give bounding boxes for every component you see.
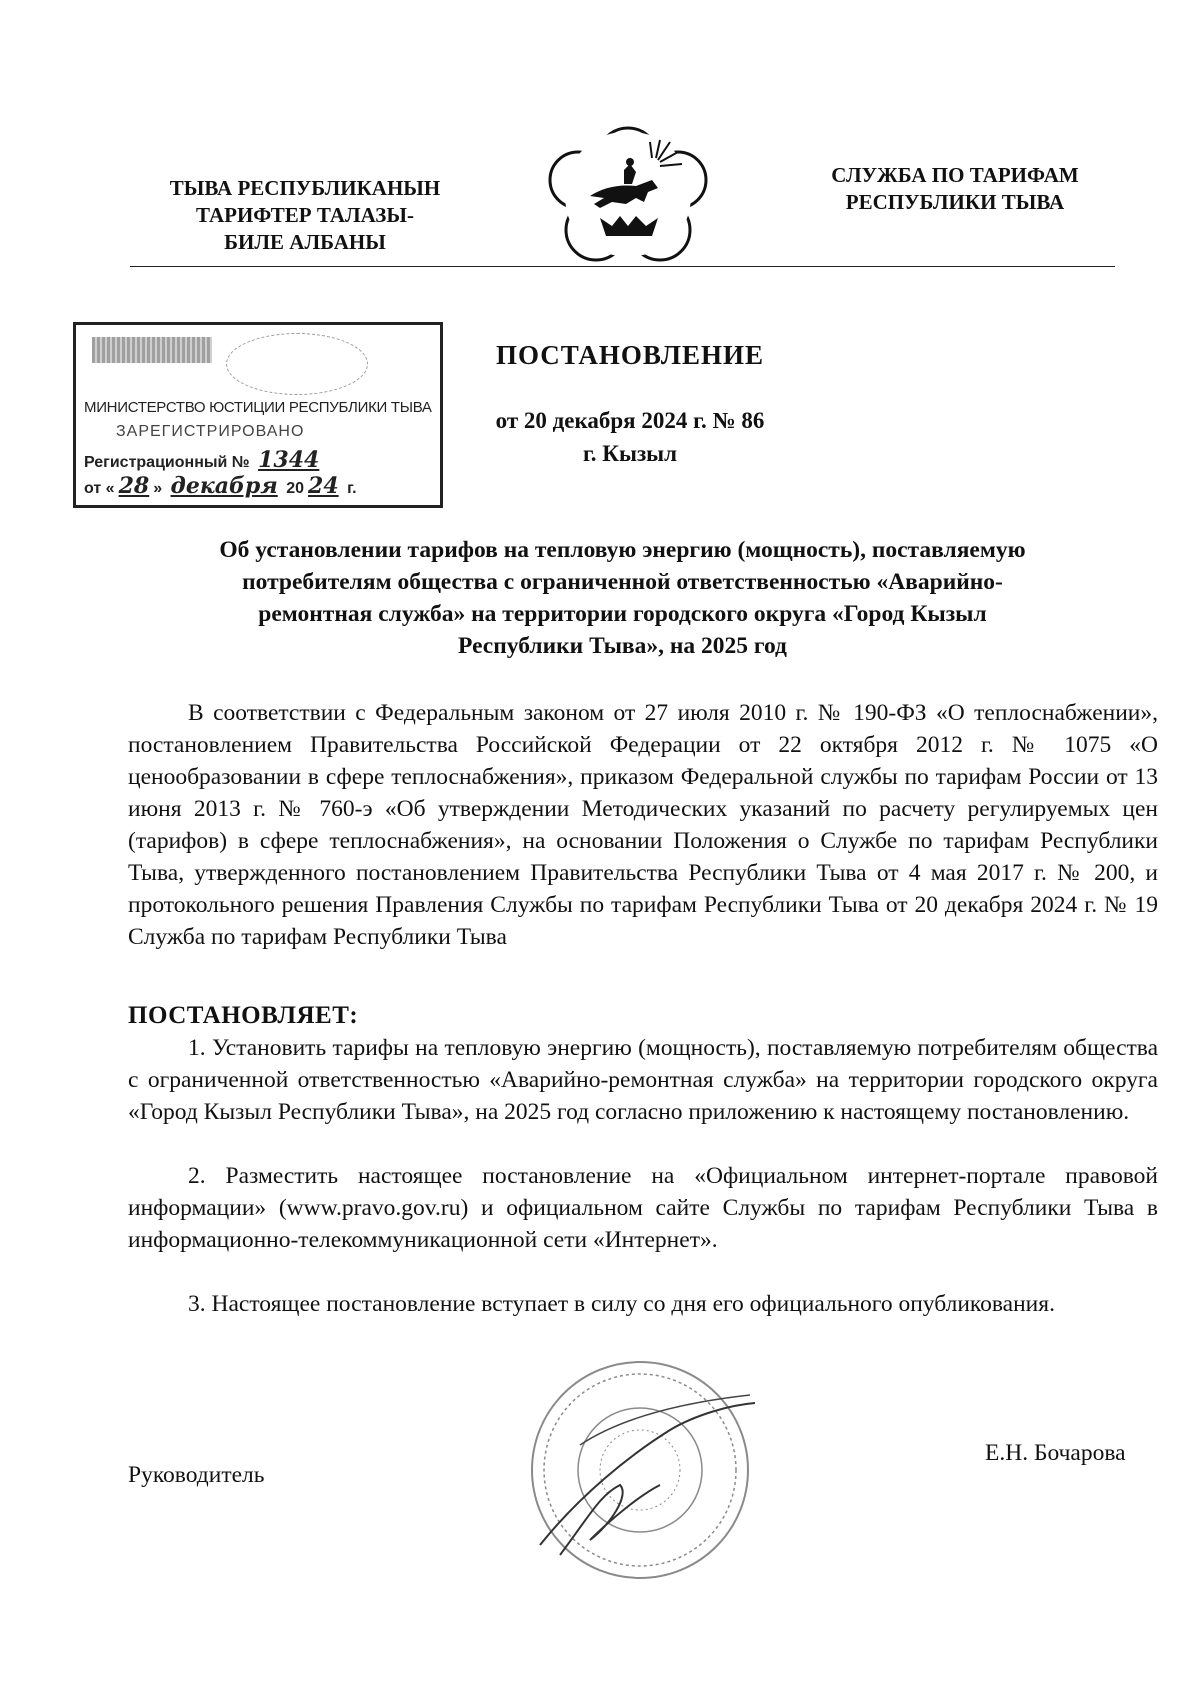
registration-stamp	[73, 322, 443, 508]
decree-word: ПОСТАНОВЛЯЕТ:	[128, 1002, 359, 1029]
basis-text: В соответствии с Федеральным законом от 27 июля 2010 г. № 190-ФЗ «О теплоснабжении», постановлением Правительства Российской Федерации от 22 октября 2012 г. № 1075 «О ценообразовании в сфере теплоснабжения», приказом Федеральной службы по тарифам России от 13 июня 2013 г. № 760-э «Об утверждении Методических указаний по расчету регулируемых цен (тарифов) в сфере теплоснабжения», на основании Положения о Службе по тарифам Республики Тыва, утвержденного постановлением Правительства Республики Тыва от 4 мая 2017 г. № 200, и протокольного решения Правления Службы по тарифам Республики Тыва от 20 декабря 2024 г. № 19 Служба по тарифам Республики Тыва	[128, 700, 1158, 950]
subject-line-1: Об установлении тарифов на тепловую энергию (мощность), поставляемую	[219, 537, 1026, 563]
item-1-text: 1. Установить тарифы на тепловую энергию (мощность), поставляемую потребителям общества с ограниченной ответственностью «Аварийно-ремонтная служба» на территории городского округа «Город Кызыл Республики Тыва», на 2025 год согласно приложению к настоящему постановлению.	[128, 1035, 1158, 1125]
stamp-reg-number: 1344	[258, 447, 320, 473]
subject-line-3: ремонтная служба» на территории городского округа «Город Кызыл	[258, 601, 987, 627]
header-org-russian-line-2: РЕСПУБЛИКИ ТЫВА	[845, 190, 1065, 214]
document-date-number: от 20 декабря 2024 г. № 86	[495, 408, 765, 433]
item-2-paragraph	[128, 1160, 1158, 1256]
subject-line-4: Республики Тыва», на 2025 год	[458, 633, 787, 659]
header-org-russian	[780, 162, 1130, 216]
stamp-registered-line: ЗАРЕГИСТРИРОВАНО	[116, 423, 305, 440]
stamp-date-line	[84, 473, 357, 499]
item-3-paragraph	[128, 1288, 1158, 1320]
stamp-date-month: декабря	[170, 473, 278, 499]
document-subject	[130, 534, 1115, 662]
document-type: ПОСТАНОВЛЕНИЕ	[495, 340, 765, 370]
stamp-reg-number-line	[84, 447, 323, 473]
document-city: г. Кызыл	[582, 441, 678, 466]
stamp-date-day: 28	[118, 473, 150, 499]
stamp-seal-mark	[226, 333, 368, 395]
header-org-russian-line-1: СЛУЖБА ПО ТАРИФАМ	[831, 163, 1079, 187]
header-divider	[130, 266, 1115, 267]
header-org-tuvan-line-1: ТЫВА РЕСПУБЛИКАНЫН	[169, 176, 441, 200]
tuva-emblem-icon	[540, 118, 716, 268]
item-2-text: 2. Разместить настоящее постановление на «Официальном интернет-портале правовой информации» (www.pravo.gov.ru) и официальном сайте Службы по тарифам Республики Тыва в информационно-телекоммуникационной сети «Интернет».	[128, 1163, 1158, 1253]
official-seal-icon	[520, 1345, 760, 1595]
header-org-tuvan-line-2: ТАРИФТЕР ТАЛАЗЫ-	[195, 203, 414, 227]
item-3-text: 3. Настоящее постановление вступает в силу со дня его официального опубликования.	[188, 1291, 1055, 1317]
stamp-blurred-area	[92, 337, 212, 363]
basis-paragraph	[128, 697, 1158, 953]
stamp-date-year: 24	[308, 473, 339, 499]
stamp-reg-label: Регистрационный №	[84, 454, 250, 471]
stamp-ministry-line: МИНИСТЕРСТВО ЮСТИЦИИ РЕСПУБЛИКИ ТЫВА	[84, 399, 432, 416]
signatory-title: Руководитель	[128, 1462, 265, 1488]
header-org-tuvan	[130, 175, 480, 256]
signatory-name: Е.Н. Бочарова	[985, 1440, 1126, 1466]
subject-line-2: потребителям общества с ограниченной ответственностью «Аварийно-	[242, 569, 1003, 595]
stamp-date-year-prefix: 20	[286, 480, 305, 497]
stamp-date-mid: »	[153, 480, 163, 497]
stamp-date-prefix: от «	[84, 480, 115, 497]
item-1-paragraph	[128, 1032, 1158, 1128]
stamp-date-suffix: г.	[347, 480, 357, 497]
header-org-tuvan-line-3: БИЛЕ АЛБАНЫ	[224, 230, 386, 254]
